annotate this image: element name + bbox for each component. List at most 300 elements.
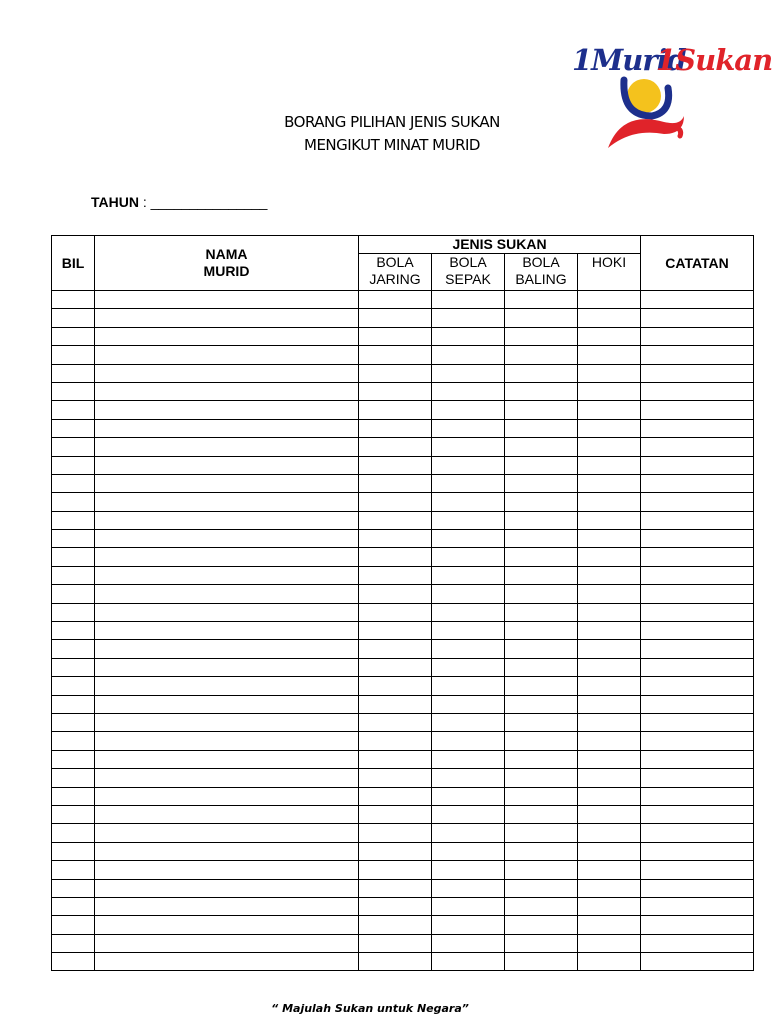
cell-bil[interactable] <box>52 824 95 842</box>
cell-bola-sepak[interactable] <box>432 861 505 879</box>
cell-bola-baling[interactable] <box>505 695 578 713</box>
cell-hoki[interactable] <box>578 401 641 419</box>
cell-bola-sepak[interactable] <box>432 732 505 750</box>
header-sport-bola-sepak <box>432 254 505 291</box>
table-row <box>52 713 754 731</box>
cell-nama[interactable] <box>95 953 359 971</box>
cell-catatan[interactable] <box>641 622 754 640</box>
cell-catatan[interactable] <box>641 805 754 823</box>
sport-line2: SEPAK <box>445 271 491 287</box>
cell-bola-jaring[interactable] <box>359 824 432 842</box>
cell-catatan[interactable] <box>641 824 754 842</box>
cell-bola-sepak[interactable] <box>432 695 505 713</box>
header-sport-hoki <box>578 254 641 291</box>
table-row <box>52 842 754 860</box>
cell-bola-sepak[interactable] <box>432 622 505 640</box>
cell-hoki[interactable] <box>578 603 641 621</box>
cell-bola-jaring[interactable] <box>359 677 432 695</box>
cell-nama[interactable] <box>95 511 359 529</box>
tahun-blank[interactable]: _______________ <box>150 194 268 210</box>
cell-hoki[interactable] <box>578 309 641 327</box>
cell-bola-jaring[interactable] <box>359 658 432 676</box>
cell-bola-jaring[interactable] <box>359 438 432 456</box>
table-row <box>52 787 754 805</box>
cell-catatan[interactable] <box>641 677 754 695</box>
table-row <box>52 474 754 492</box>
cell-bil[interactable] <box>52 346 95 364</box>
table-row <box>52 364 754 382</box>
cell-bil[interactable] <box>52 695 95 713</box>
cell-bola-sepak[interactable] <box>432 566 505 584</box>
cell-bil[interactable] <box>52 456 95 474</box>
cell-bola-baling[interactable] <box>505 677 578 695</box>
cell-bil[interactable] <box>52 861 95 879</box>
cell-hoki[interactable] <box>578 805 641 823</box>
table-row <box>52 530 754 548</box>
cell-nama[interactable] <box>95 327 359 345</box>
header-bil: BIL <box>52 236 95 291</box>
cell-nama[interactable] <box>95 861 359 879</box>
cell-bola-sepak[interactable] <box>432 787 505 805</box>
cell-hoki[interactable] <box>578 750 641 768</box>
cell-bola-baling[interactable] <box>505 934 578 952</box>
cell-bil[interactable] <box>52 566 95 584</box>
cell-bola-baling[interactable] <box>505 585 578 603</box>
cell-bola-jaring[interactable] <box>359 897 432 915</box>
cell-bola-baling[interactable] <box>505 346 578 364</box>
cell-bola-sepak[interactable] <box>432 511 505 529</box>
cell-bola-jaring[interactable] <box>359 622 432 640</box>
cell-hoki[interactable] <box>578 291 641 309</box>
cell-bil[interactable] <box>52 438 95 456</box>
cell-bola-baling[interactable] <box>505 732 578 750</box>
cell-bil[interactable] <box>52 953 95 971</box>
cell-bola-sepak[interactable] <box>432 897 505 915</box>
cell-bola-sepak[interactable] <box>432 842 505 860</box>
cell-bola-baling[interactable] <box>505 309 578 327</box>
cell-bola-jaring[interactable] <box>359 713 432 731</box>
cell-catatan[interactable] <box>641 419 754 437</box>
cell-bola-sepak[interactable] <box>432 658 505 676</box>
cell-bola-sepak[interactable] <box>432 327 505 345</box>
cell-bola-baling[interactable] <box>505 401 578 419</box>
cell-bil[interactable] <box>52 677 95 695</box>
cell-bola-sepak[interactable] <box>432 640 505 658</box>
cell-catatan[interactable] <box>641 438 754 456</box>
cell-bola-sepak[interactable] <box>432 750 505 768</box>
cell-bola-sepak[interactable] <box>432 530 505 548</box>
cell-bola-jaring[interactable] <box>359 548 432 566</box>
cell-bola-sepak[interactable] <box>432 953 505 971</box>
cell-bola-baling[interactable] <box>505 438 578 456</box>
cell-catatan[interactable] <box>641 474 754 492</box>
header-jenis-sukan: JENIS SUKAN <box>359 236 641 254</box>
cell-bola-sepak[interactable] <box>432 824 505 842</box>
cell-nama[interactable] <box>95 934 359 952</box>
cell-bola-jaring[interactable] <box>359 327 432 345</box>
cell-bil[interactable] <box>52 327 95 345</box>
cell-nama[interactable] <box>95 309 359 327</box>
cell-bola-jaring[interactable] <box>359 511 432 529</box>
cell-catatan[interactable] <box>641 695 754 713</box>
cell-bil[interactable] <box>52 401 95 419</box>
cell-bola-baling[interactable] <box>505 879 578 897</box>
cell-hoki[interactable] <box>578 916 641 934</box>
cell-bola-sepak[interactable] <box>432 309 505 327</box>
table-row <box>52 677 754 695</box>
cell-bil[interactable] <box>52 291 95 309</box>
cell-bil[interactable] <box>52 842 95 860</box>
table-row <box>52 291 754 309</box>
table-row <box>52 805 754 823</box>
cell-bola-baling[interactable] <box>505 603 578 621</box>
cell-bola-jaring[interactable] <box>359 861 432 879</box>
cell-bola-baling[interactable] <box>505 474 578 492</box>
cell-bola-baling[interactable] <box>505 787 578 805</box>
table-row <box>52 419 754 437</box>
cell-bil[interactable] <box>52 382 95 400</box>
cell-bola-baling[interactable] <box>505 548 578 566</box>
cell-nama[interactable] <box>95 897 359 915</box>
table-row <box>52 658 754 676</box>
cell-bola-baling[interactable] <box>505 861 578 879</box>
cell-catatan[interactable] <box>641 732 754 750</box>
cell-bola-jaring[interactable] <box>359 585 432 603</box>
header-nama-line2: MURID <box>203 263 250 279</box>
cell-nama[interactable] <box>95 640 359 658</box>
cell-bola-jaring[interactable] <box>359 934 432 952</box>
cell-nama[interactable] <box>95 769 359 787</box>
cell-bola-baling[interactable] <box>505 566 578 584</box>
cell-hoki[interactable] <box>578 934 641 952</box>
cell-hoki[interactable] <box>578 530 641 548</box>
sports-selection-table <box>51 235 754 971</box>
cell-bola-jaring[interactable] <box>359 291 432 309</box>
cell-catatan[interactable] <box>641 953 754 971</box>
cell-bola-baling[interactable] <box>505 327 578 345</box>
cell-catatan[interactable] <box>641 640 754 658</box>
cell-nama[interactable] <box>95 566 359 584</box>
cell-bola-jaring[interactable] <box>359 879 432 897</box>
cell-bil[interactable] <box>52 713 95 731</box>
cell-bola-baling[interactable] <box>505 419 578 437</box>
cell-catatan[interactable] <box>641 787 754 805</box>
cell-catatan[interactable] <box>641 291 754 309</box>
cell-bil[interactable] <box>52 769 95 787</box>
cell-bola-jaring[interactable] <box>359 419 432 437</box>
cell-bola-sepak[interactable] <box>432 916 505 934</box>
cell-bil[interactable] <box>52 309 95 327</box>
cell-bola-sepak[interactable] <box>432 291 505 309</box>
cell-bola-sepak[interactable] <box>432 456 505 474</box>
cell-bola-sepak[interactable] <box>432 474 505 492</box>
cell-nama[interactable] <box>95 585 359 603</box>
cell-bil[interactable] <box>52 897 95 915</box>
cell-hoki[interactable] <box>578 364 641 382</box>
cell-bil[interactable] <box>52 879 95 897</box>
cell-hoki[interactable] <box>578 695 641 713</box>
cell-hoki[interactable] <box>578 861 641 879</box>
cell-hoki[interactable] <box>578 419 641 437</box>
cell-hoki[interactable] <box>578 879 641 897</box>
table-row <box>52 622 754 640</box>
cell-hoki[interactable] <box>578 327 641 345</box>
cell-catatan[interactable] <box>641 897 754 915</box>
cell-nama[interactable] <box>95 713 359 731</box>
cell-bil[interactable] <box>52 548 95 566</box>
cell-bola-jaring[interactable] <box>359 530 432 548</box>
cell-nama[interactable] <box>95 677 359 695</box>
table-row <box>52 695 754 713</box>
cell-hoki[interactable] <box>578 953 641 971</box>
cell-hoki[interactable] <box>578 493 641 511</box>
cell-nama[interactable] <box>95 291 359 309</box>
cell-bola-baling[interactable] <box>505 897 578 915</box>
cell-bola-baling[interactable] <box>505 750 578 768</box>
cell-nama[interactable] <box>95 401 359 419</box>
cell-hoki[interactable] <box>578 787 641 805</box>
cell-bola-baling[interactable] <box>505 842 578 860</box>
cell-hoki[interactable] <box>578 548 641 566</box>
cell-bil[interactable] <box>52 934 95 952</box>
cell-catatan[interactable] <box>641 511 754 529</box>
header-sport-bola-baling <box>505 254 578 291</box>
cell-bola-sepak[interactable] <box>432 934 505 952</box>
cell-bola-jaring[interactable] <box>359 805 432 823</box>
cell-catatan[interactable] <box>641 713 754 731</box>
cell-bil[interactable] <box>52 474 95 492</box>
cell-nama[interactable] <box>95 419 359 437</box>
cell-bola-baling[interactable] <box>505 805 578 823</box>
cell-bola-jaring[interactable] <box>359 640 432 658</box>
cell-bola-jaring[interactable] <box>359 346 432 364</box>
cell-bola-jaring[interactable] <box>359 474 432 492</box>
table-row <box>52 309 754 327</box>
cell-bola-baling[interactable] <box>505 916 578 934</box>
table-row <box>52 769 754 787</box>
cell-nama[interactable] <box>95 695 359 713</box>
cell-catatan[interactable] <box>641 879 754 897</box>
cell-catatan[interactable] <box>641 327 754 345</box>
cell-bola-baling[interactable] <box>505 511 578 529</box>
cell-nama[interactable] <box>95 842 359 860</box>
cell-bola-sepak[interactable] <box>432 438 505 456</box>
cell-bola-jaring[interactable] <box>359 953 432 971</box>
cell-hoki[interactable] <box>578 713 641 731</box>
cell-bil[interactable] <box>52 419 95 437</box>
cell-bola-baling[interactable] <box>505 622 578 640</box>
cell-nama[interactable] <box>95 732 359 750</box>
cell-nama[interactable] <box>95 622 359 640</box>
cell-bola-jaring[interactable] <box>359 732 432 750</box>
cell-nama[interactable] <box>95 346 359 364</box>
cell-hoki[interactable] <box>578 824 641 842</box>
cell-hoki[interactable] <box>578 511 641 529</box>
cell-bola-baling[interactable] <box>505 824 578 842</box>
cell-bola-jaring[interactable] <box>359 382 432 400</box>
cell-bola-sepak[interactable] <box>432 677 505 695</box>
table-row <box>52 346 754 364</box>
cell-hoki[interactable] <box>578 622 641 640</box>
cell-bola-jaring[interactable] <box>359 916 432 934</box>
table-row <box>52 401 754 419</box>
cell-bola-jaring[interactable] <box>359 456 432 474</box>
cell-catatan[interactable] <box>641 566 754 584</box>
cell-hoki[interactable] <box>578 732 641 750</box>
cell-hoki[interactable] <box>578 474 641 492</box>
cell-hoki[interactable] <box>578 438 641 456</box>
table-row <box>52 879 754 897</box>
cell-bola-jaring[interactable] <box>359 603 432 621</box>
cell-nama[interactable] <box>95 658 359 676</box>
cell-catatan[interactable] <box>641 842 754 860</box>
cell-bola-sepak[interactable] <box>432 382 505 400</box>
cell-nama[interactable] <box>95 456 359 474</box>
cell-bola-sepak[interactable] <box>432 346 505 364</box>
cell-catatan[interactable] <box>641 364 754 382</box>
cell-hoki[interactable] <box>578 897 641 915</box>
cell-bil[interactable] <box>52 732 95 750</box>
cell-bil[interactable] <box>52 493 95 511</box>
cell-bola-jaring[interactable] <box>359 750 432 768</box>
cell-hoki[interactable] <box>578 566 641 584</box>
cell-catatan[interactable] <box>641 861 754 879</box>
cell-catatan[interactable] <box>641 493 754 511</box>
cell-bola-baling[interactable] <box>505 493 578 511</box>
svg-text:1Murid: 1Murid <box>572 43 686 77</box>
cell-nama[interactable] <box>95 879 359 897</box>
table-row <box>52 732 754 750</box>
cell-bil[interactable] <box>52 640 95 658</box>
table-row <box>52 861 754 879</box>
cell-nama[interactable] <box>95 438 359 456</box>
table-row <box>52 916 754 934</box>
tahun-label: TAHUN <box>91 194 139 210</box>
cell-catatan[interactable] <box>641 346 754 364</box>
cell-catatan[interactable] <box>641 530 754 548</box>
cell-bola-jaring[interactable] <box>359 769 432 787</box>
cell-catatan[interactable] <box>641 934 754 952</box>
table-row <box>52 327 754 345</box>
cell-nama[interactable] <box>95 916 359 934</box>
table-row <box>52 382 754 400</box>
cell-bil[interactable] <box>52 658 95 676</box>
cell-catatan[interactable] <box>641 456 754 474</box>
cell-hoki[interactable] <box>578 382 641 400</box>
cell-bil[interactable] <box>52 787 95 805</box>
cell-bola-sepak[interactable] <box>432 879 505 897</box>
cell-hoki[interactable] <box>578 658 641 676</box>
table-row <box>52 824 754 842</box>
cell-catatan[interactable] <box>641 603 754 621</box>
cell-hoki[interactable] <box>578 585 641 603</box>
cell-nama[interactable] <box>95 787 359 805</box>
cell-bola-sepak[interactable] <box>432 585 505 603</box>
cell-bola-sepak[interactable] <box>432 364 505 382</box>
cell-nama[interactable] <box>95 493 359 511</box>
cell-nama[interactable] <box>95 548 359 566</box>
cell-catatan[interactable] <box>641 916 754 934</box>
cell-bola-baling[interactable] <box>505 769 578 787</box>
cell-bola-baling[interactable] <box>505 291 578 309</box>
cell-hoki[interactable] <box>578 456 641 474</box>
cell-bola-baling[interactable] <box>505 382 578 400</box>
cell-bola-baling[interactable] <box>505 953 578 971</box>
cell-catatan[interactable] <box>641 769 754 787</box>
table-row <box>52 456 754 474</box>
cell-bil[interactable] <box>52 916 95 934</box>
cell-bola-sepak[interactable] <box>432 493 505 511</box>
cell-bola-sepak[interactable] <box>432 401 505 419</box>
cell-nama[interactable] <box>95 603 359 621</box>
cell-bil[interactable] <box>52 622 95 640</box>
table-row <box>52 897 754 915</box>
cell-bola-jaring[interactable] <box>359 695 432 713</box>
footer-motto: “ Majulah Sukan untuk Negara” <box>271 1002 469 1015</box>
cell-bola-jaring[interactable] <box>359 787 432 805</box>
cell-bola-baling[interactable] <box>505 713 578 731</box>
cell-bil[interactable] <box>52 805 95 823</box>
cell-bil[interactable] <box>52 511 95 529</box>
cell-bola-jaring[interactable] <box>359 493 432 511</box>
cell-catatan[interactable] <box>641 585 754 603</box>
cell-bola-baling[interactable] <box>505 456 578 474</box>
cell-nama[interactable] <box>95 750 359 768</box>
cell-hoki[interactable] <box>578 677 641 695</box>
cell-bola-sepak[interactable] <box>432 603 505 621</box>
cell-bola-sepak[interactable] <box>432 419 505 437</box>
cell-bola-baling[interactable] <box>505 640 578 658</box>
table-row <box>52 934 754 952</box>
cell-hoki[interactable] <box>578 842 641 860</box>
cell-nama[interactable] <box>95 382 359 400</box>
cell-bola-baling[interactable] <box>505 658 578 676</box>
cell-bil[interactable] <box>52 603 95 621</box>
sport-line1: BOLA <box>376 254 414 270</box>
cell-catatan[interactable] <box>641 750 754 768</box>
cell-hoki[interactable] <box>578 640 641 658</box>
cell-nama[interactable] <box>95 824 359 842</box>
cell-catatan[interactable] <box>641 309 754 327</box>
cell-bil[interactable] <box>52 530 95 548</box>
cell-bola-baling[interactable] <box>505 364 578 382</box>
cell-bola-baling[interactable] <box>505 530 578 548</box>
cell-bola-jaring[interactable] <box>359 401 432 419</box>
cell-hoki[interactable] <box>578 346 641 364</box>
cell-catatan[interactable] <box>641 658 754 676</box>
sport-line1: BOLA <box>449 254 487 270</box>
cell-bola-sepak[interactable] <box>432 769 505 787</box>
cell-bola-jaring[interactable] <box>359 309 432 327</box>
cell-bola-sepak[interactable] <box>432 548 505 566</box>
cell-catatan[interactable] <box>641 382 754 400</box>
cell-nama[interactable] <box>95 805 359 823</box>
cell-bola-jaring[interactable] <box>359 566 432 584</box>
cell-bola-sepak[interactable] <box>432 713 505 731</box>
cell-catatan[interactable] <box>641 401 754 419</box>
cell-nama[interactable] <box>95 364 359 382</box>
cell-nama[interactable] <box>95 530 359 548</box>
cell-bil[interactable] <box>52 364 95 382</box>
cell-hoki[interactable] <box>578 769 641 787</box>
cell-bola-jaring[interactable] <box>359 842 432 860</box>
cell-bola-jaring[interactable] <box>359 364 432 382</box>
cell-nama[interactable] <box>95 474 359 492</box>
cell-catatan[interactable] <box>641 548 754 566</box>
cell-bil[interactable] <box>52 585 95 603</box>
cell-bola-sepak[interactable] <box>432 805 505 823</box>
cell-bil[interactable] <box>52 750 95 768</box>
